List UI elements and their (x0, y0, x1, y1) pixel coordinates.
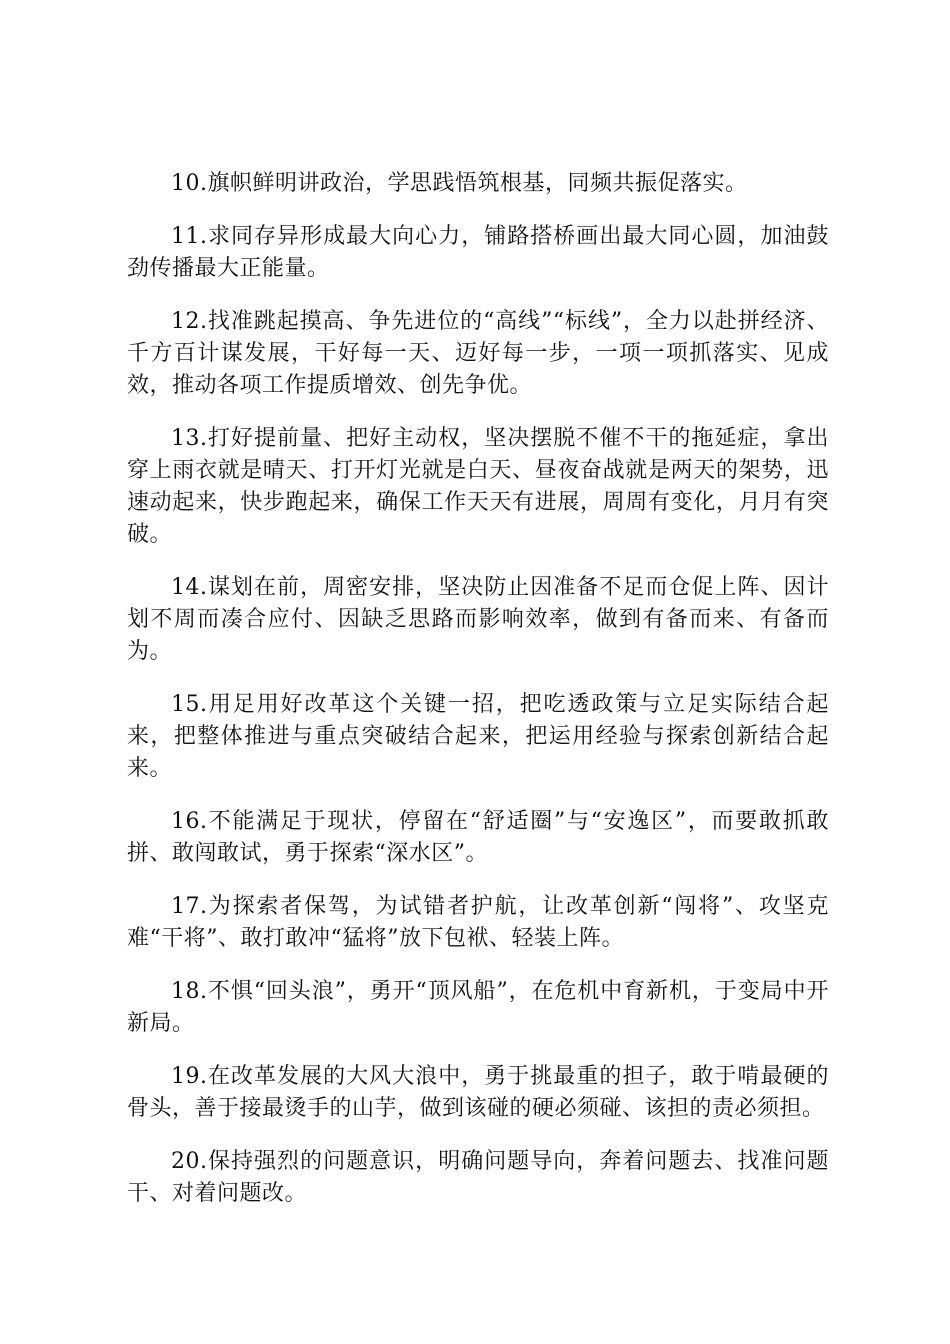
paragraph-13: 13.打好提前量、把好主动权，坚决摆脱不催不干的拖延症，拿出穿上雨衣就是晴天、打开灯光就是白天、昼夜奋战就是两天的架势，迅速动起来，快步跑起来，确保工作天天有进展，周周有变化，月月有突破。 (127, 426, 829, 547)
paragraph-20: 20.保持强烈的问题意识，明确问题导向，奔着问题去、找准问题干、对着问题改。 (127, 1149, 829, 1206)
paragraph-11: 11.求同存异形成最大向心力，铺路搭桥画出最大同心圆，加油鼓劲传播最大正能量。 (127, 224, 829, 281)
paragraph-10: 10.旗帜鲜明讲政治，学思践悟筑根基，同频共振促落实。 (171, 171, 748, 196)
paragraph-18: 18.不惧“回头浪”，勇开“顶风船”，在危机中育新机，于变局中开新局。 (127, 979, 829, 1036)
paragraph-19: 19.在改革发展的大风大浪中，勇于挑最重的担子，敢于啃最硬的骨头，善于接最烫手的山芋，做到该碰的硬必须碰、该担的责必须担。 (127, 1064, 829, 1121)
paragraph-17: 17.为探索者保驾，为试错者护航，让改革创新“闯将”、攻坚克难“干将”、敢打敢冲“猛将”放下包袱、轻装上阵。 (127, 894, 829, 951)
document-body (127, 168, 829, 1231)
paragraph-15: 15.用足用好改革这个关键一招，把吃透政策与立足实际结合起来，把整体推进与重点突破结合起来，把运用经验与探索创新结合起来。 (127, 692, 829, 781)
paragraph-12: 12.找准跳起摸高、争先进位的“高线”“标线”，全力以赴拼经济、千方百计谋发展，干好每一天、迈好每一步，一项一项抓落实、见成效，推动各项工作提质增效、创先争优。 (127, 309, 829, 398)
paragraph-14: 14.谋划在前，周密安排，坚决防止因准备不足而仓促上阵、因计划不周而凑合应付、因缺乏思路而影响效率，做到有备而来、有备而为。 (127, 575, 829, 664)
paragraph-16: 16.不能满足于现状，停留在“舒适圈”与“安逸区”，而要敢抓敢拼、敢闯敢试，勇于探索“深水区”。 (127, 809, 829, 866)
